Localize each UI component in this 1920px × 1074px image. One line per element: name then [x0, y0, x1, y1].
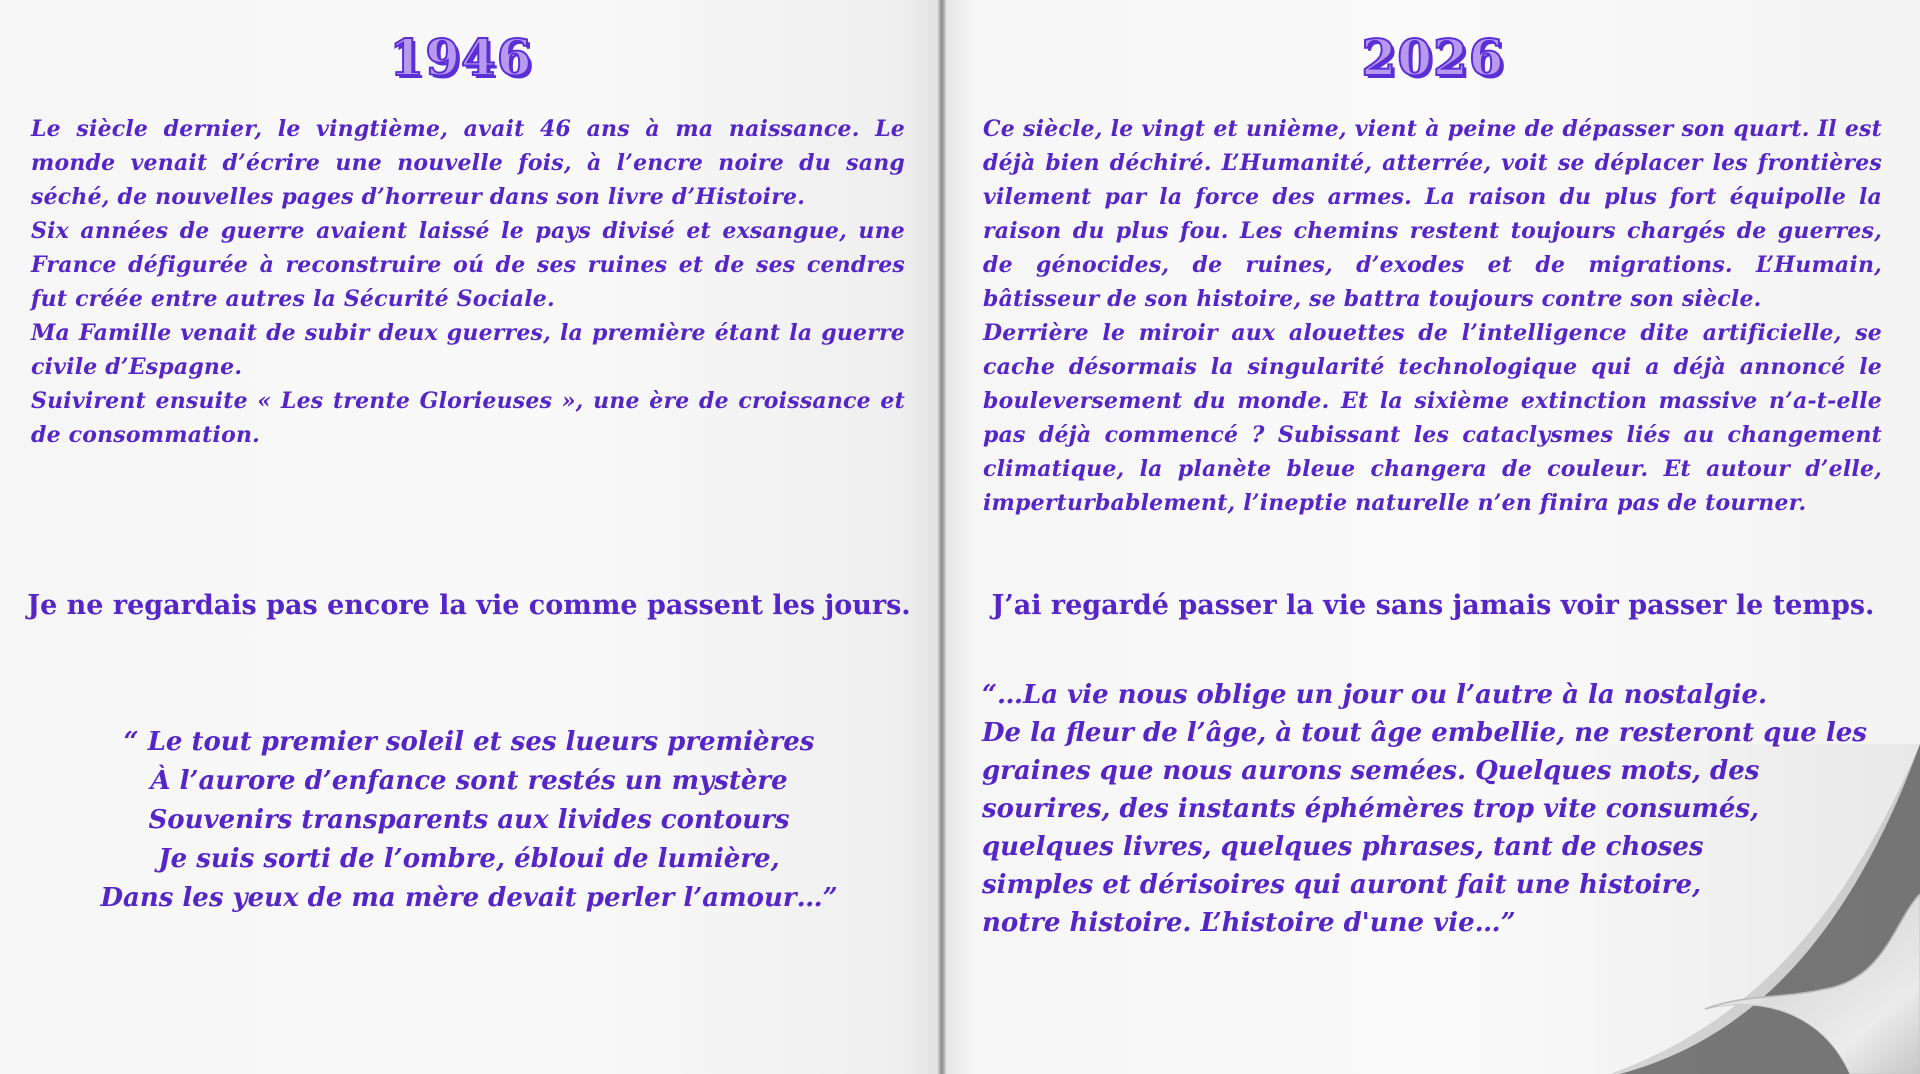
- right-paragraph: Ce siècle, le vingt et unième, vient à peine de dépasser son quart. Il est déjà bien déchiré. L’Humanité, atterrée, voit se déplacer les frontières vilement par la force des armes. La raison du plus fort équipolle la raison du plus fou. Les chemins restent toujours chargés de guerres, de génocides, de ruines, d’exodes et de migrations. L’Humain, bâtisseur de son histoire, se battra toujours contre son siècle.: [983, 116, 1882, 312]
- left-page-year-title: 1946: [389, 28, 533, 87]
- right-page-year-title: 2026: [1361, 28, 1505, 87]
- poem-line: À l’aurore d’enfance sont restés un mystère: [150, 766, 788, 796]
- quote-line: “…La vie nous oblige un jour ou l’autre à la nostalgie.: [982, 680, 1768, 710]
- poem-line: Je suis sorti de l’ombre, ébloui de lumière,: [158, 844, 780, 874]
- right-paragraph: Derrière le miroir aux alouettes de l’intelligence dite artificielle, se cache désormais la singularité technologique qui a déjà annoncé le bouleversement du monde. Et la sixième extinction massive n’a-t-elle pas déjà commencé ? Subissant les cataclysmes liés au changement climatique, la planète bleue changera de couleur. Et autour d’elle, imperturbablement, l’ineptie naturelle n’en finira pas de tourner.: [983, 320, 1882, 516]
- right-page-motto: J’ai regardé passer la vie sans jamais voir passer le temps.: [991, 590, 1875, 621]
- quote-line: quelques livres, quelques phrases, tant de choses: [982, 832, 1704, 862]
- quote-line: simples et dérisoires qui auront fait une histoire,: [982, 870, 1702, 900]
- quote-line: sourires, des instants éphémères trop vite consumés,: [982, 794, 1760, 824]
- poem-line: Souvenirs transparents aux livides contours: [148, 805, 790, 835]
- left-paragraph: Six années de guerre avaient laissé le pays divisé et exsangue, une France défigurée à reconstruire oú de ses ruines et de ses cendres fut créée entre autres la Sécurité Sociale.: [31, 218, 905, 312]
- left-page-motto: Je ne regardais pas encore la vie comme passent les jours.: [27, 590, 911, 621]
- left-page-paragraphs: [31, 112, 905, 452]
- left-page: [0, 0, 938, 1074]
- left-paragraph: Ma Famille venait de subir deux guerres, la première étant la guerre civile d’Espagne.: [31, 320, 905, 380]
- left-page-poem: [0, 723, 938, 918]
- quote-line: De la fleur de l’âge, à tout âge embellie, ne resteront que les: [982, 718, 1867, 748]
- poem-line: Dans les yeux de ma mère devait perler l’amour…”: [100, 883, 838, 913]
- left-paragraph: Le siècle dernier, le vingtième, avait 46 ans à ma naissance. Le monde venait d’écrire une nouvelle fois, à l’encre noire du sang séché, de nouvelles pages d’horreur dans son livre d’Histoire.: [31, 116, 905, 210]
- page-curl-icon[interactable]: [1500, 744, 1920, 1074]
- book-spine: [938, 0, 946, 1074]
- left-paragraph: Suivirent ensuite « Les trente Glorieuses », une ère de croissance et de consommation.: [31, 388, 905, 448]
- right-page: [946, 0, 1920, 1074]
- right-page-paragraphs: [983, 112, 1882, 520]
- poem-line: “ Le tout premier soleil et ses lueurs premières: [123, 727, 815, 757]
- quote-line: graines que nous aurons semées. Quelques mots, des: [982, 756, 1760, 786]
- quote-line: notre histoire. L’histoire d'une vie…”: [982, 908, 1516, 938]
